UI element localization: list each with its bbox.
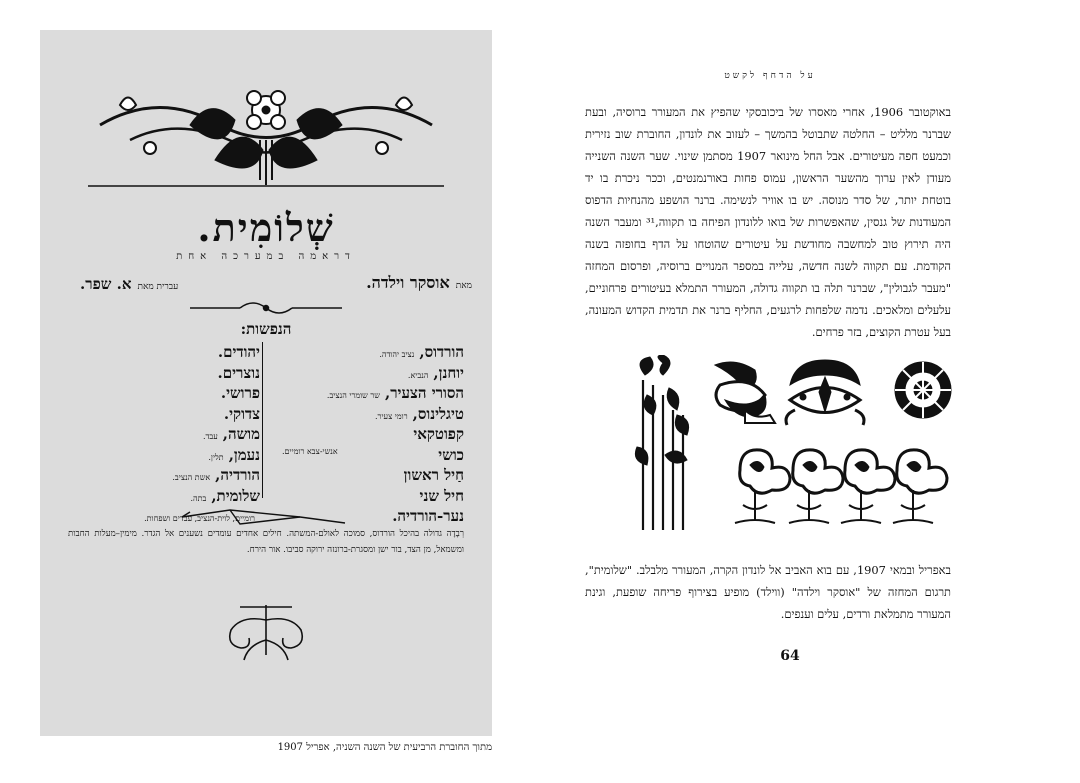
- cast-row: חַיל ראשון: [403, 466, 464, 484]
- cast-list-right: [284, 342, 464, 527]
- iris-ornament: [715, 362, 775, 423]
- author-line: [366, 273, 472, 293]
- body-paragraph-1: באוקטובר 1906, אחרי מאסרו של ביכובסקי שהפיץ את המעורר ברוסיה, ובעת שברנר מלליט – החלטה שתבוטל בהמשך – לעזוב את לונדון, החוברת שוב נזירית וכמעט חפה מעיטורים. אבל החל מינואר 1907 מסתמן שינוי. שער השנה השנייה מעודן לאין ערוך מהשער הראשון, עמוס פחות באורנמנטים, וככר ניכרת בו יד בוטחת יותר, של סדר מנוסה. יש בו אוויר לנשימה. ברנר הושפע מהנחיות הדפוס המעודנות של גנסין, שהאפשרות של בואו ללונדון הפיחה בו תקווה,³¹ ומעבר השנה היה תירוץ טוב למחשבה מחודשת על עיטורים שהוטחו על הדף בחופזה בשנה הקודמת. עם תקווה לשנה חדשה, עלייה במספר המנויים ברוסיה, ופרסום המחזה "מעבר לגבולין", שברנר תלה בו תקווה גדולה, המעורר התמלא בעיטורים פרחוניים, עלעלים ומלאכים. נדמה שלפחות לרגעים, החליף ברנר את תדמית הקדוש המעונה, בעל עטרת הקוצים, בזר פרחים.: [585, 105, 951, 339]
- cast-row: הורדיה,אשת הנציב.: [172, 466, 260, 484]
- body-paragraph-2: באפריל ובמאי 1907, עם בוא האביב אל לונדון הקרה, המעורר מלבלב. "שלומית", תרגום המחזה של "אוסקר וילדה" (ווילד) מופיע בצירוף פריחה שופעת, וגינת המעורר מתמלאת ורדים, עלים וענפים.: [585, 563, 951, 621]
- cast-row: צדוקי.: [223, 404, 260, 423]
- cast-row: טיגלינוס,רומי צעיר.: [374, 404, 464, 423]
- soldiers-brace-note: אנשי-צבא רומיים.: [282, 447, 338, 456]
- star-flower-ornament: [895, 362, 951, 418]
- author-name: אוסקר וילדה.: [366, 273, 450, 292]
- cast-list-left: [80, 342, 260, 527]
- cast-divider: [262, 342, 263, 498]
- scan-caption: מתוך החוברת הרביעית של השנה השניה, אפריל 1907: [277, 742, 492, 753]
- cast-row: קפוטקאי: [413, 425, 464, 443]
- cast-row: פרושי.: [220, 384, 260, 402]
- cast-row: הורדוס,נציב יהודה.: [379, 343, 464, 361]
- play-subtitle: דראמה במערכה אחת: [176, 251, 356, 262]
- running-head: על הדחף לקשט: [724, 71, 816, 81]
- bottom-scroll-ornament: [230, 605, 303, 660]
- cast-row: הסורי הצעיר,שר שומרי הנציב.: [326, 384, 464, 402]
- cast-row: נוצרים.: [217, 363, 260, 382]
- cast-row: נעמן,תלין.: [208, 445, 260, 464]
- dramatis-personae-heading: הנפשות:: [240, 320, 292, 338]
- cast-row: מושה,עבד.: [203, 425, 260, 443]
- symmetric-floral-ornament: [786, 360, 864, 425]
- cast-row: נער-הורדיה.: [392, 507, 464, 525]
- translator-prefix: עברית מאת: [137, 282, 179, 292]
- scanned-title-page: [40, 30, 492, 736]
- floral-banner: [100, 91, 432, 185]
- cast-row: שלומית,בתה.: [190, 486, 260, 505]
- translator-line: [80, 275, 178, 294]
- ornament-samples: [625, 355, 960, 530]
- stage-direction: רְבָדָה גדולה בהיכל הורדוס, סמוכה לאולם-המשתה. חילים אחדים עומדים נשענים אל הגדר. מימין–מעלות החבות ומשמאל, מן הצד, בור ישן ומסגרת-ברונזה ירוקה סביבו. אור הירח.: [68, 529, 464, 555]
- author-flourish: [190, 303, 342, 313]
- page-number: 64: [780, 648, 800, 664]
- translator-name: א. שפר.: [80, 275, 132, 293]
- cast-row: יוחנן,הנביא.: [407, 363, 464, 382]
- play-title: שְׁלוֹמִית.: [197, 205, 335, 250]
- lily-ornament: [635, 355, 688, 530]
- cast-row: חיל שני: [419, 486, 464, 505]
- cast-row: יהודים.: [217, 343, 260, 361]
- pansy-ornaments: [735, 450, 947, 523]
- cast-row: רומיים, לוית-הנציב, עבדים ושפחות.: [144, 514, 255, 523]
- author-prefix: מאת: [455, 281, 472, 291]
- cast-row: כושי: [438, 445, 464, 464]
